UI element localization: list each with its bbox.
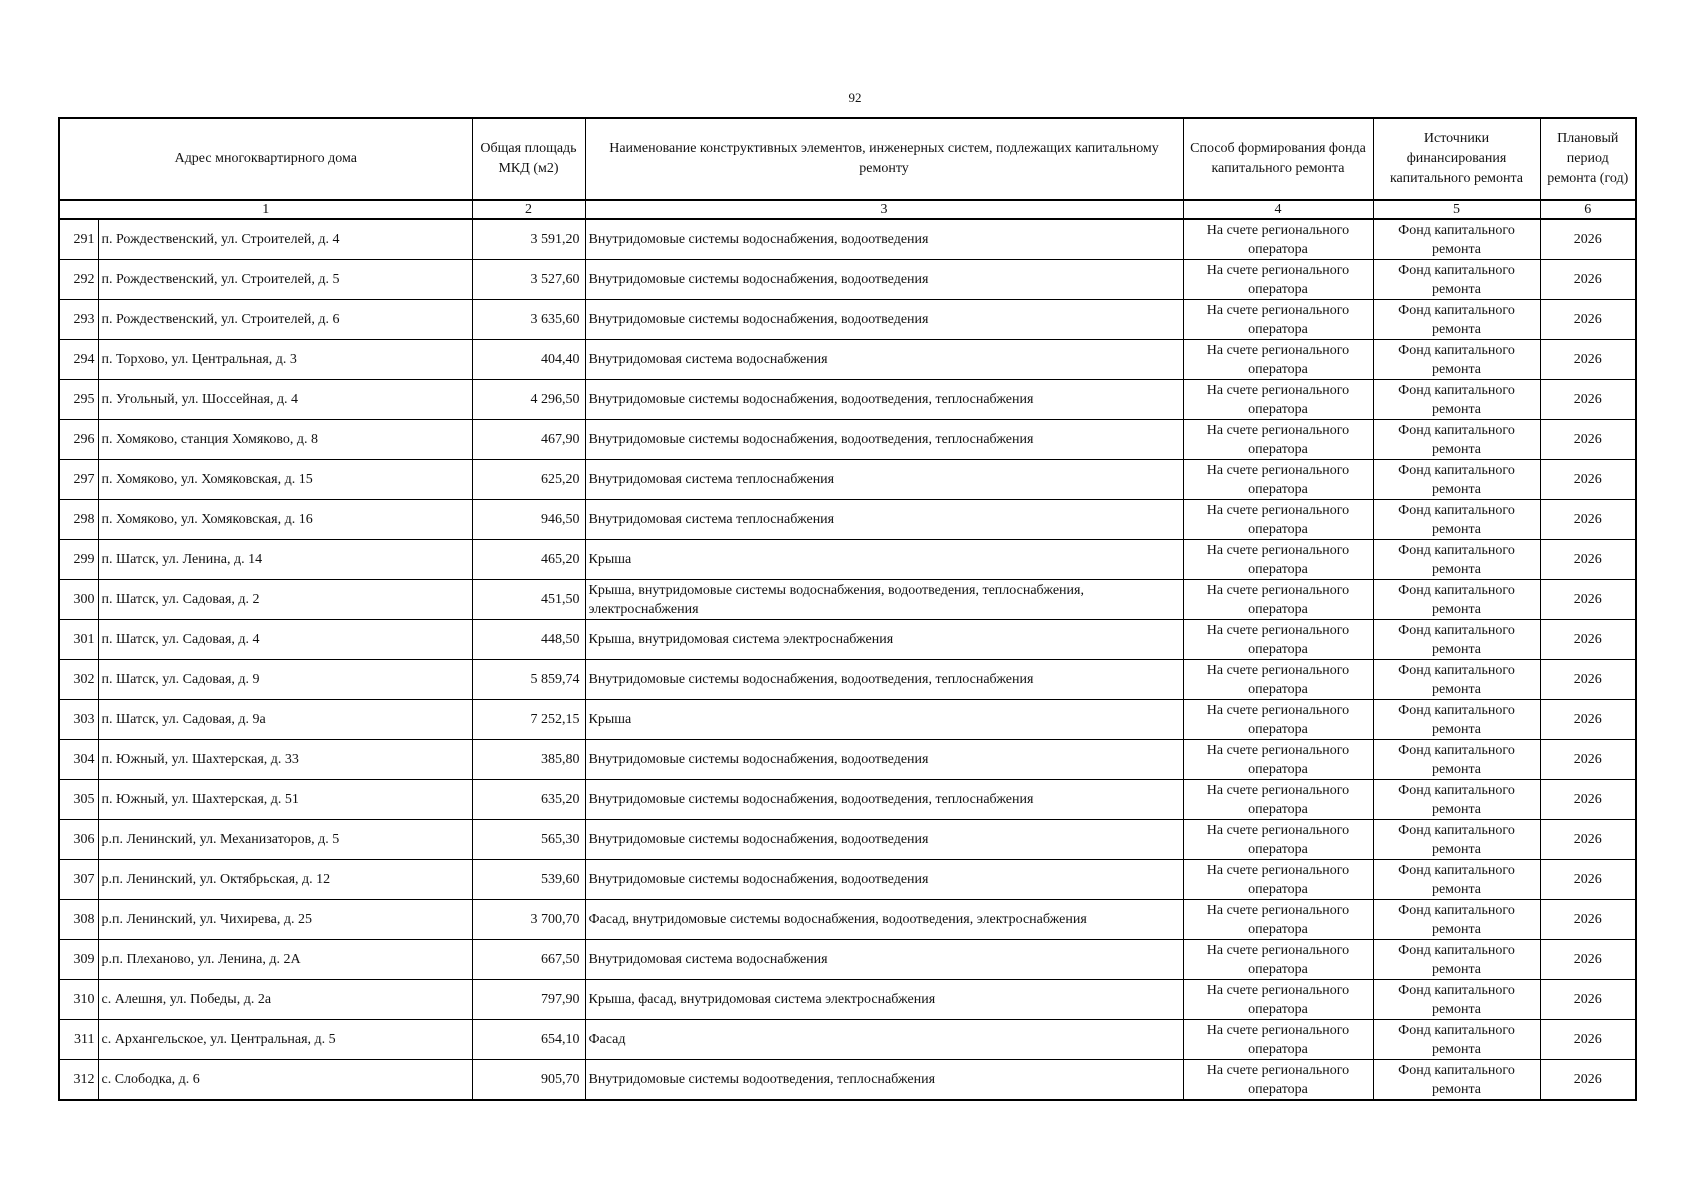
row-address: п. Шатск, ул. Садовая, д. 9а [98, 700, 472, 740]
row-number: 303 [59, 700, 98, 740]
row-elements: Крыша, фасад, внутридомовая система электроснабжения [585, 980, 1183, 1020]
row-method: На счете регионального оператора [1183, 420, 1373, 460]
table-row [59, 740, 1636, 780]
header-row [59, 118, 1636, 200]
row-address: п. Южный, ул. Шахтерская, д. 51 [98, 780, 472, 820]
table-row [59, 860, 1636, 900]
row-source: Фонд капитального ремонта [1373, 1020, 1540, 1060]
row-method: На счете регионального оператора [1183, 980, 1373, 1020]
row-method: На счете регионального оператора [1183, 500, 1373, 540]
row-year: 2026 [1540, 460, 1636, 500]
row-area: 5 859,74 [472, 660, 585, 700]
row-number: 296 [59, 420, 98, 460]
row-year: 2026 [1540, 820, 1636, 860]
row-year: 2026 [1540, 420, 1636, 460]
row-year: 2026 [1540, 580, 1636, 620]
row-address: р.п. Ленинский, ул. Механизаторов, д. 5 [98, 820, 472, 860]
column-number: 4 [1183, 200, 1373, 219]
column-number-row [59, 200, 1636, 219]
row-number: 306 [59, 820, 98, 860]
row-source: Фонд капитального ремонта [1373, 340, 1540, 380]
row-method: На счете регионального оператора [1183, 219, 1373, 260]
row-elements: Внутридомовая система водоснабжения [585, 340, 1183, 380]
row-area: 3 635,60 [472, 300, 585, 340]
row-elements: Внутридомовые системы водоотведения, теплоснабжения [585, 1060, 1183, 1101]
table-row [59, 380, 1636, 420]
row-source: Фонд капитального ремонта [1373, 780, 1540, 820]
row-area: 3 700,70 [472, 900, 585, 940]
row-area: 465,20 [472, 540, 585, 580]
row-area: 448,50 [472, 620, 585, 660]
row-address: п. Шатск, ул. Садовая, д. 4 [98, 620, 472, 660]
row-elements: Внутридомовые системы водоснабжения, водоотведения [585, 740, 1183, 780]
row-year: 2026 [1540, 219, 1636, 260]
row-method: На счете регионального оператора [1183, 860, 1373, 900]
row-year: 2026 [1540, 660, 1636, 700]
page-number: 92 [848, 90, 862, 105]
row-area: 4 296,50 [472, 380, 585, 420]
row-elements: Внутридомовые системы водоснабжения, водоотведения, теплоснабжения [585, 780, 1183, 820]
header-elements: Наименование конструктивных элементов, инженерных систем, подлежащих капитальному ремонту [585, 118, 1183, 200]
table-row [59, 580, 1636, 620]
row-elements: Внутридомовая система теплоснабжения [585, 460, 1183, 500]
row-year: 2026 [1540, 1060, 1636, 1101]
row-address: р.п. Ленинский, ул. Чихирева, д. 25 [98, 900, 472, 940]
row-number: 304 [59, 740, 98, 780]
row-area: 635,20 [472, 780, 585, 820]
header-address: Адрес многоквартирного дома [59, 118, 472, 200]
row-area: 625,20 [472, 460, 585, 500]
capital-repair-table [58, 117, 1637, 1101]
row-source: Фонд капитального ремонта [1373, 380, 1540, 420]
table-row [59, 1020, 1636, 1060]
column-number: 5 [1373, 200, 1540, 219]
row-source: Фонд капитального ремонта [1373, 820, 1540, 860]
row-number: 308 [59, 900, 98, 940]
row-area: 3 591,20 [472, 219, 585, 260]
table-row [59, 660, 1636, 700]
row-address: п. Торхово, ул. Центральная, д. 3 [98, 340, 472, 380]
row-address: п. Угольный, ул. Шоссейная, д. 4 [98, 380, 472, 420]
row-address: п. Хомяково, станция Хомяково, д. 8 [98, 420, 472, 460]
row-source: Фонд капитального ремонта [1373, 580, 1540, 620]
column-number: 1 [59, 200, 472, 219]
row-area: 451,50 [472, 580, 585, 620]
row-elements: Фасад [585, 1020, 1183, 1060]
row-method: На счете регионального оператора [1183, 300, 1373, 340]
table-row [59, 420, 1636, 460]
row-address: п. Шатск, ул. Ленина, д. 14 [98, 540, 472, 580]
row-elements: Внутридомовые системы водоснабжения, водоотведения [585, 820, 1183, 860]
row-number: 302 [59, 660, 98, 700]
row-method: На счете регионального оператора [1183, 940, 1373, 980]
row-area: 565,30 [472, 820, 585, 860]
row-method: На счете регионального оператора [1183, 780, 1373, 820]
row-number: 312 [59, 1060, 98, 1101]
row-number: 291 [59, 219, 98, 260]
table-row [59, 820, 1636, 860]
table-row [59, 300, 1636, 340]
row-number: 301 [59, 620, 98, 660]
row-address: п. Южный, ул. Шахтерская, д. 33 [98, 740, 472, 780]
row-year: 2026 [1540, 940, 1636, 980]
row-source: Фонд капитального ремонта [1373, 540, 1540, 580]
row-method: На счете регионального оператора [1183, 660, 1373, 700]
row-year: 2026 [1540, 340, 1636, 380]
row-elements: Внутридомовые системы водоснабжения, водоотведения [585, 300, 1183, 340]
row-year: 2026 [1540, 980, 1636, 1020]
row-number: 311 [59, 1020, 98, 1060]
row-number: 295 [59, 380, 98, 420]
table-row [59, 340, 1636, 380]
row-elements: Внутридомовые системы водоснабжения, водоотведения, теплоснабжения [585, 420, 1183, 460]
table-row [59, 780, 1636, 820]
row-elements: Внутридомовые системы водоснабжения, водоотведения, теплоснабжения [585, 380, 1183, 420]
row-year: 2026 [1540, 380, 1636, 420]
row-address: п. Рождественский, ул. Строителей, д. 6 [98, 300, 472, 340]
row-number: 299 [59, 540, 98, 580]
row-year: 2026 [1540, 900, 1636, 940]
row-address: п. Шатск, ул. Садовая, д. 2 [98, 580, 472, 620]
table-row [59, 540, 1636, 580]
row-source: Фонд капитального ремонта [1373, 860, 1540, 900]
row-year: 2026 [1540, 500, 1636, 540]
row-area: 905,70 [472, 1060, 585, 1101]
row-elements: Крыша [585, 700, 1183, 740]
row-area: 667,50 [472, 940, 585, 980]
row-address: п. Шатск, ул. Садовая, д. 9 [98, 660, 472, 700]
row-number: 292 [59, 260, 98, 300]
row-area: 467,90 [472, 420, 585, 460]
row-year: 2026 [1540, 260, 1636, 300]
row-number: 293 [59, 300, 98, 340]
row-number: 297 [59, 460, 98, 500]
row-elements: Фасад, внутридомовые системы водоснабжения, водоотведения, электроснабжения [585, 900, 1183, 940]
row-elements: Крыша [585, 540, 1183, 580]
header-period: Плановый период ремонта (год) [1540, 118, 1636, 200]
row-number: 309 [59, 940, 98, 980]
row-address: с. Слободка, д. 6 [98, 1060, 472, 1101]
row-method: На счете регионального оператора [1183, 340, 1373, 380]
row-year: 2026 [1540, 540, 1636, 580]
row-method: На счете регионального оператора [1183, 620, 1373, 660]
row-elements: Внутридомовая система теплоснабжения [585, 500, 1183, 540]
table-row [59, 900, 1636, 940]
row-number: 300 [59, 580, 98, 620]
row-method: На счете регионального оператора [1183, 260, 1373, 300]
table-row [59, 260, 1636, 300]
column-number: 2 [472, 200, 585, 219]
table-row [59, 700, 1636, 740]
row-address: с. Алешня, ул. Победы, д. 2а [98, 980, 472, 1020]
row-elements: Крыша, внутридомовые системы водоснабжения, водоотведения, теплоснабжения, электроснабжения [585, 580, 1183, 620]
row-source: Фонд капитального ремонта [1373, 980, 1540, 1020]
row-year: 2026 [1540, 700, 1636, 740]
row-number: 294 [59, 340, 98, 380]
row-source: Фонд капитального ремонта [1373, 900, 1540, 940]
row-address: с. Архангельское, ул. Центральная, д. 5 [98, 1020, 472, 1060]
row-area: 539,60 [472, 860, 585, 900]
table-row [59, 1060, 1636, 1101]
row-area: 797,90 [472, 980, 585, 1020]
row-address: п. Рождественский, ул. Строителей, д. 4 [98, 219, 472, 260]
row-address: р.п. Плеханово, ул. Ленина, д. 2А [98, 940, 472, 980]
row-source: Фонд капитального ремонта [1373, 219, 1540, 260]
row-year: 2026 [1540, 1020, 1636, 1060]
row-number: 307 [59, 860, 98, 900]
row-elements: Внутридомовые системы водоснабжения, водоотведения [585, 260, 1183, 300]
row-elements: Внутридомовые системы водоснабжения, водоотведения, теплоснабжения [585, 660, 1183, 700]
row-source: Фонд капитального ремонта [1373, 660, 1540, 700]
row-area: 946,50 [472, 500, 585, 540]
row-area: 385,80 [472, 740, 585, 780]
row-method: На счете регионального оператора [1183, 820, 1373, 860]
row-year: 2026 [1540, 620, 1636, 660]
row-year: 2026 [1540, 740, 1636, 780]
row-source: Фонд капитального ремонта [1373, 940, 1540, 980]
row-address: п. Хомяково, ул. Хомяковская, д. 15 [98, 460, 472, 500]
row-year: 2026 [1540, 300, 1636, 340]
row-number: 305 [59, 780, 98, 820]
row-year: 2026 [1540, 780, 1636, 820]
row-year: 2026 [1540, 860, 1636, 900]
row-method: На счете регионального оператора [1183, 1020, 1373, 1060]
row-area: 404,40 [472, 340, 585, 380]
table-row [59, 460, 1636, 500]
row-elements: Внутридомовая система водоснабжения [585, 940, 1183, 980]
table-row [59, 940, 1636, 980]
row-source: Фонд капитального ремонта [1373, 300, 1540, 340]
row-method: На счете регионального оператора [1183, 700, 1373, 740]
table-row [59, 620, 1636, 660]
row-source: Фонд капитального ремонта [1373, 740, 1540, 780]
table-row [59, 500, 1636, 540]
row-number: 310 [59, 980, 98, 1020]
row-source: Фонд капитального ремонта [1373, 460, 1540, 500]
row-area: 7 252,15 [472, 700, 585, 740]
column-number: 6 [1540, 200, 1636, 219]
row-source: Фонд капитального ремонта [1373, 500, 1540, 540]
row-method: На счете регионального оператора [1183, 540, 1373, 580]
header-area: Общая площадь МКД (м2) [472, 118, 585, 200]
row-source: Фонд капитального ремонта [1373, 260, 1540, 300]
row-method: На счете регионального оператора [1183, 380, 1373, 420]
row-method: На счете регионального оператора [1183, 740, 1373, 780]
header-method: Способ формирования фонда капитального ремонта [1183, 118, 1373, 200]
row-area: 654,10 [472, 1020, 585, 1060]
row-method: На счете регионального оператора [1183, 1060, 1373, 1101]
row-address: р.п. Ленинский, ул. Октябрьская, д. 12 [98, 860, 472, 900]
header-source: Источники финансирования капитального ремонта [1373, 118, 1540, 200]
table-row [59, 980, 1636, 1020]
row-method: На счете регионального оператора [1183, 460, 1373, 500]
row-number: 298 [59, 500, 98, 540]
row-address: п. Рождественский, ул. Строителей, д. 5 [98, 260, 472, 300]
table-body [59, 219, 1636, 1100]
table-row [59, 219, 1636, 260]
row-source: Фонд капитального ремонта [1373, 700, 1540, 740]
row-elements: Крыша, внутридомовая система электроснабжения [585, 620, 1183, 660]
row-elements: Внутридомовые системы водоснабжения, водоотведения [585, 219, 1183, 260]
row-address: п. Хомяково, ул. Хомяковская, д. 16 [98, 500, 472, 540]
row-source: Фонд капитального ремонта [1373, 1060, 1540, 1101]
row-method: На счете регионального оператора [1183, 900, 1373, 940]
column-number: 3 [585, 200, 1183, 219]
row-elements: Внутридомовые системы водоснабжения, водоотведения [585, 860, 1183, 900]
row-method: На счете регионального оператора [1183, 580, 1373, 620]
row-source: Фонд капитального ремонта [1373, 420, 1540, 460]
row-area: 3 527,60 [472, 260, 585, 300]
row-source: Фонд капитального ремонта [1373, 620, 1540, 660]
